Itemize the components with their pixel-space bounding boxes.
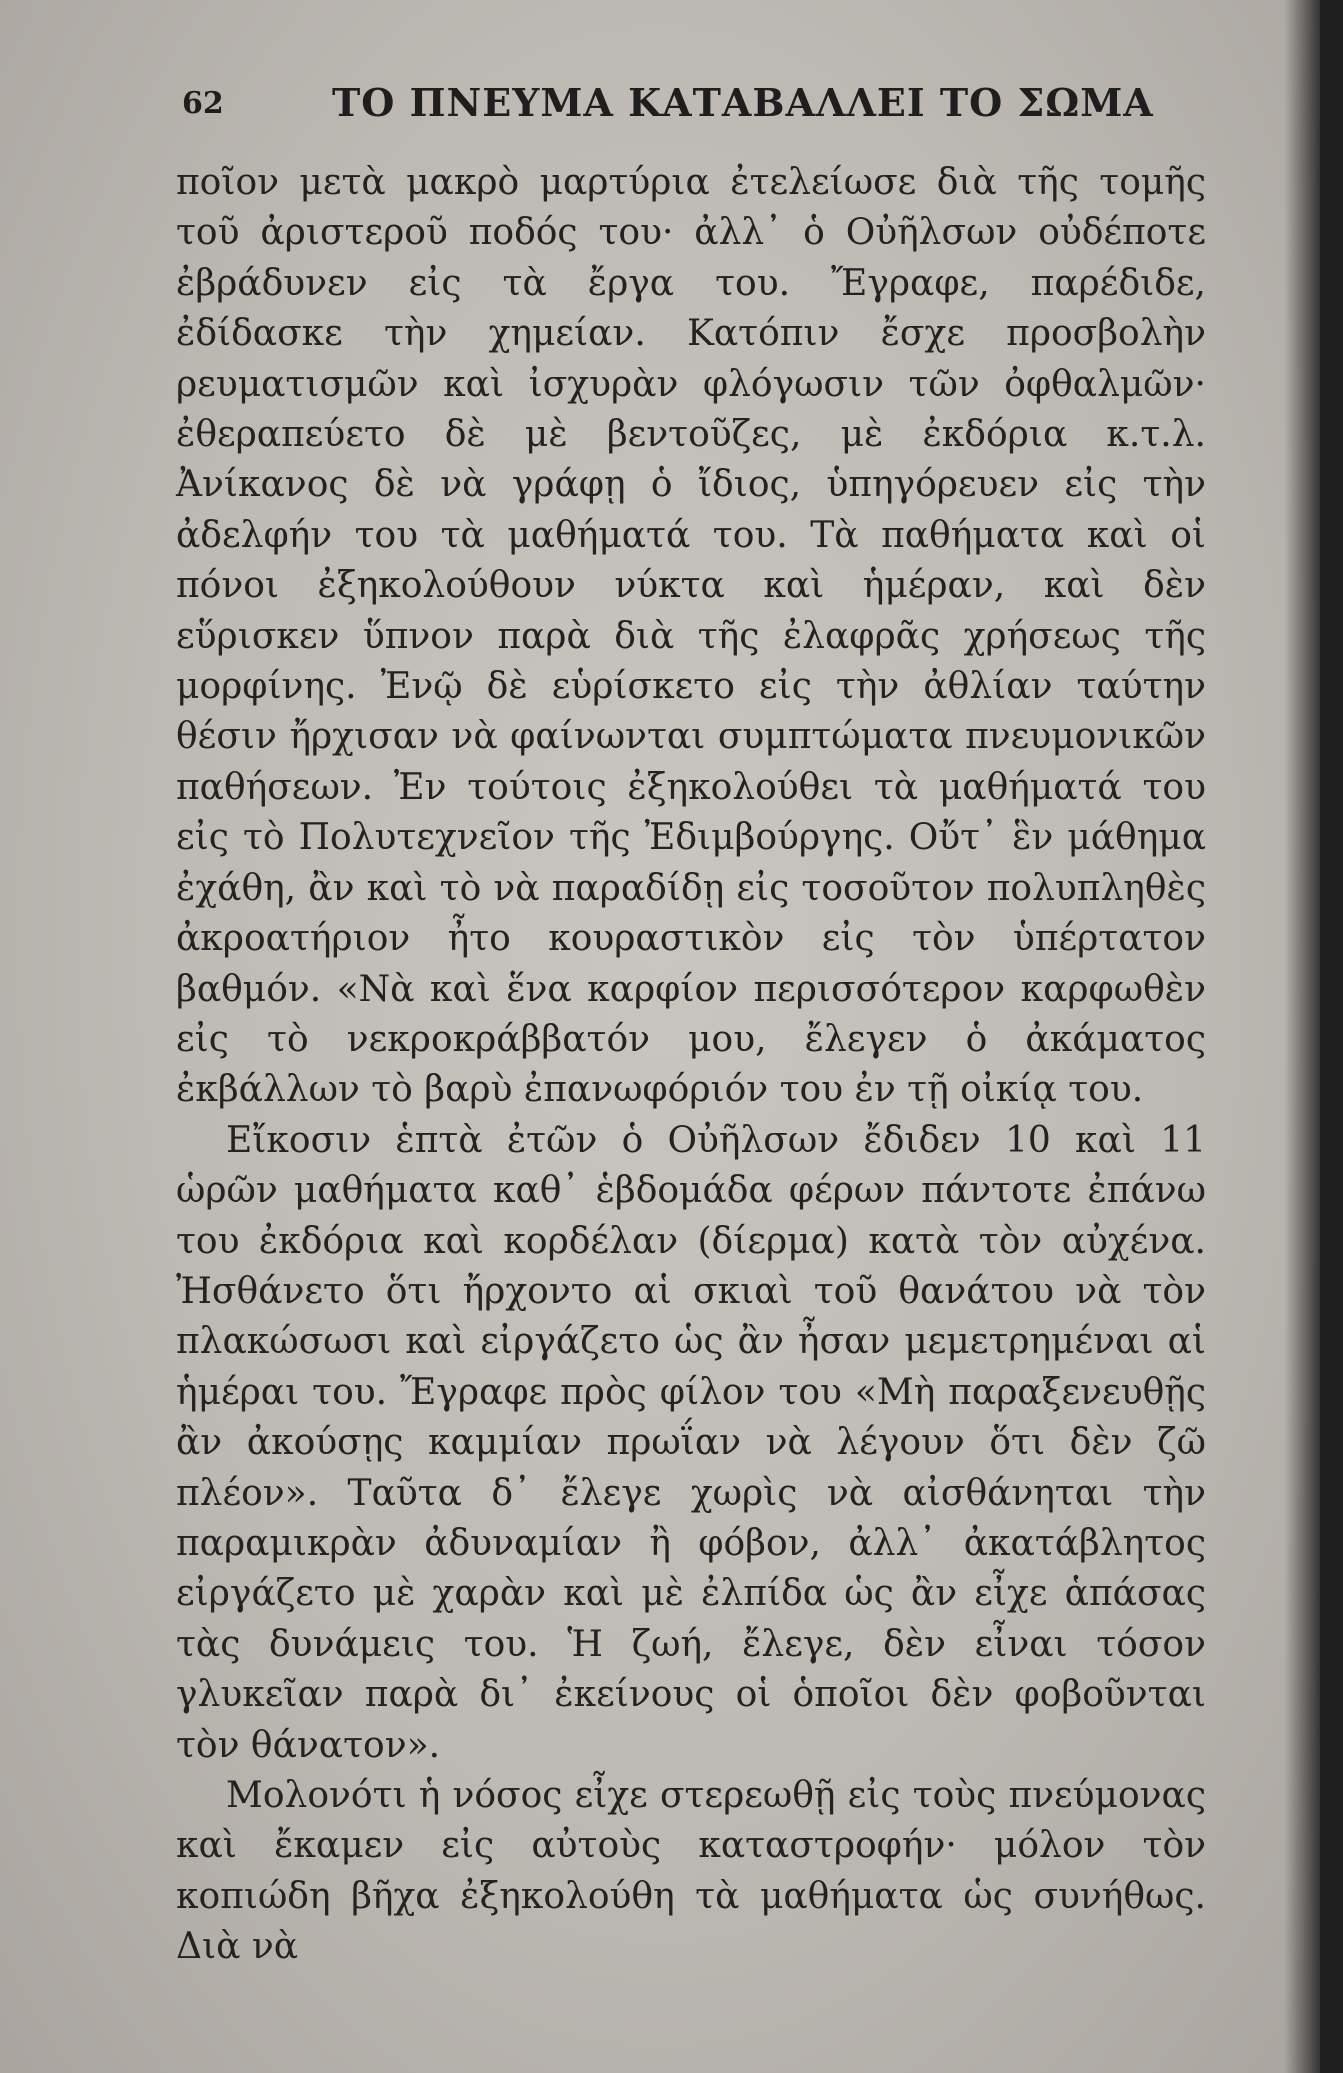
page-edge-shadow	[1284, 0, 1320, 2073]
paragraph: Μολονότι ἡ νόσος εἶχε στερεωθῇ εἰς τοὺς πνεύμονας καὶ ἔκαμεν εἰς αὐτοὺς καταστροφήν· μόλον τὸν κοπιώδη βῆχα ἐξηκολούθη τὰ μαθήματα ὡς συνήθως. Διὰ νὰ	[176, 1775, 1206, 1968]
running-head: ΤΟ ΠΝΕΥΜΑ ΚΑΤΑΒΑΛΛΕΙ ΤΟ ΣΩΜΑ	[332, 80, 1154, 125]
page-header	[182, 80, 1154, 130]
background-strip	[1320, 0, 1343, 2073]
paragraph: Εἴκοσιν ἑπτὰ ἐτῶν ὁ Οὐῆλσων ἔδιδεν 10 καὶ 11 ὡρῶν μαθήματα καθ᾽ ἑβδομάδα φέρων πάντοτε ἐπάνω του ἐκδόρια καὶ κορδέλαν (δίερμα) κατὰ τὸν αὐχένα. Ἠσθάνετο ὅτι ἤρχοντο αἱ σκιαὶ τοῦ θανάτου νὰ τὸν πλακώσωσι καὶ εἰργάζετο ὡς ἂν ἦσαν μεμετρημέναι αἱ ἡμέραι του. Ἔγραφε πρὸς φίλον του «Μὴ παραξενευθῇς ἂν ἀκούσῃς καμμίαν πρωΐαν νὰ λέγουν ὅτι δὲν ζῶ πλέον». Ταῦτα δ᾽ ἔλεγε χωρὶς νὰ αἰσθάνηται τὴν παραμικρὰν ἀδυναμίαν ἢ φόβον, ἀλλ᾽ ἀκατάβλητος εἰργάζετο μὲ χαρὰν καὶ μὲ ἐλπίδα ὡς ἂν εἶχε ἁπάσας τὰς δυνάμεις του. Ἡ ζωή, ἔλεγε, δὲν εἶναι τόσον γλυκεῖαν παρὰ δι᾽ ἐκείνους οἱ ὁποῖοι δὲν φοβοῦνται τὸν θάνατον».	[176, 1119, 1206, 1766]
paragraph: ποῖον μετὰ μακρὸ μαρτύρια ἐτελείωσε διὰ τῆς τομῆς τοῦ ἀριστεροῦ ποδός του· ἀλλ᾽ ὁ Οὐῆλσων οὐδέποτε ἐβράδυνεν εἰς τὰ ἔργα του. Ἔγραφε, παρέδιδε, ἐδίδασκε τὴν χημείαν. Κατόπιν ἔσχε προσβολὴν ρευματισμῶν καὶ ἰσχυρὰν φλόγωσιν τῶν ὀφθαλμῶν· ἐθεραπεύετο δὲ μὲ βεντοῦζες, μὲ ἐκδόρια κ.τ.λ. Ἀνίκανος δὲ νὰ γράφῃ ὁ ἴδιος, ὑπηγόρευεν εἰς τὴν ἀδελφήν του τὰ μαθήματά του. Τὰ παθήματα καὶ οἱ πόνοι ἐξηκολούθουν νύκτα καὶ ἡμέραν, καὶ δὲν εὕρισκεν ὕπνον παρὰ διὰ τῆς ἐλαφρᾶς χρήσεως τῆς μορφίνης. Ἐνῷ δὲ εὑρίσκετο εἰς τὴν ἀθλίαν ταύτην θέσιν ἤρχισαν νὰ φαίνωνται συμπτώματα πνευμονικῶν παθήσεων. Ἐν τούτοις ἐξηκολούθει τὰ μαθήματά του εἰς τὸ Πολυτεχνεῖον τῆς Ἐδιμβούργης. Οὔτ᾽ ἓν μάθημα ἐχάθη, ἂν καὶ τὸ νὰ παραδίδῃ εἰς τοσοῦτον πολυπληθὲς ἀκροατήριον ἦτο κουραστικὸν εἰς τὸν ὑπέρτατον βαθμόν. «Νὰ καὶ ἕνα καρφίον περισσότερον καρφωθὲν εἰς τὸ νεκροκράββατόν μου, ἔλεγεν ὁ ἀκάματος ἐκβάλλων τὸ βαρὺ ἐπανωφόριόν του ἐν τῇ οἰκίᾳ του.	[176, 162, 1206, 1111]
page-number: 62	[182, 86, 224, 121]
body-text	[176, 158, 1206, 1973]
